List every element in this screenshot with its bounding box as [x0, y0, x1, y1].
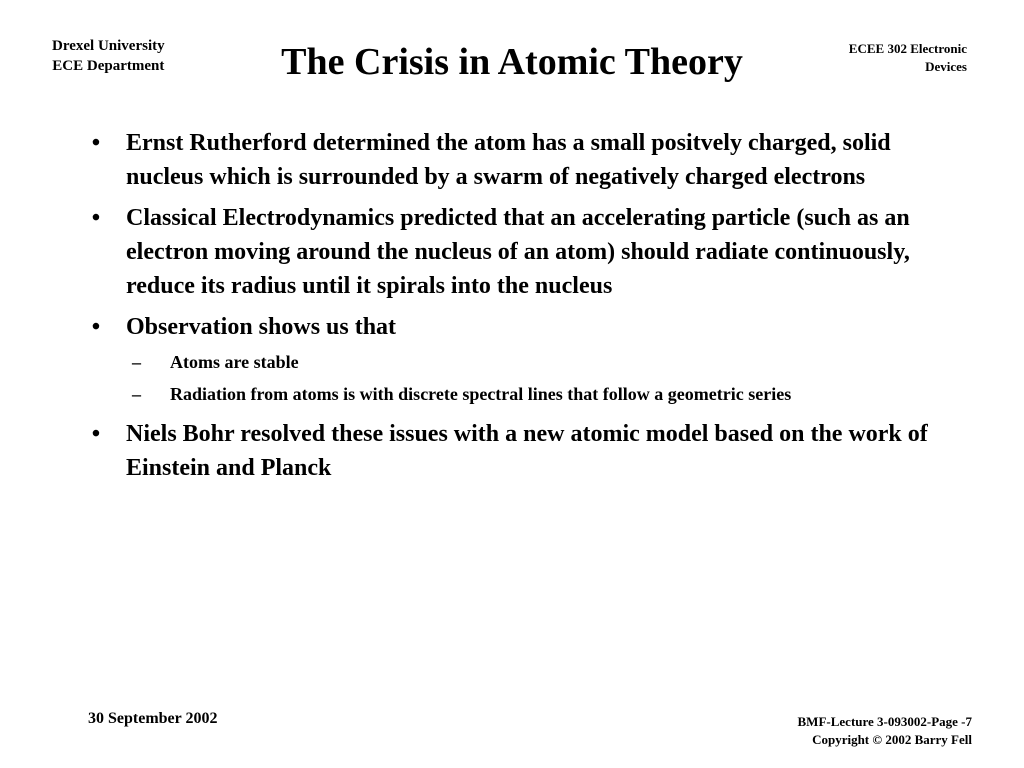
observation-subpoints	[86, 349, 956, 407]
bullet-observation	[86, 310, 956, 344]
bullet-rutherford	[86, 126, 956, 194]
dash-mark: –	[132, 352, 141, 372]
bullet-mark: •	[91, 130, 101, 156]
subpoint-text: Radiation from atoms is with discrete spectral lines that follow a geometric series	[170, 384, 792, 404]
bullet-text: Niels Bohr resolved these issues with a new atomic model based on the work of Einstein and Planck	[126, 421, 928, 481]
subpoint-text: Atoms are stable	[170, 352, 299, 372]
dash-mark: –	[132, 384, 141, 404]
footer-date: 30 September 2002	[88, 710, 218, 727]
slide-title: The Crisis in Atomic Theory	[281, 41, 743, 83]
bullet-text: Classical Electrodynamics predicted that an accelerating particle (such as an electron moving around the nucleus of an atom) should radiate continuously, reduce its radius until it spirals into the nucleus	[126, 205, 910, 299]
course-line-1: ECEE 302 Electronic	[848, 41, 967, 56]
subpoint-spectral-lines	[86, 381, 956, 407]
department-name: ECE Department	[52, 58, 165, 74]
slide-content	[86, 126, 956, 492]
lecture-page: BMF-Lecture 3-093002-Page -7	[797, 714, 972, 729]
course-line-2: Devices	[925, 59, 967, 74]
subpoint-stable	[86, 349, 956, 375]
bullet-mark: •	[91, 421, 101, 447]
bullet-text: Observation shows us that	[126, 314, 397, 340]
bullet-mark: •	[91, 205, 101, 231]
header-course	[849, 40, 967, 76]
bullet-text: Ernst Rutherford determined the atom has a small positvely charged, solid nucleus which is surrounded by a swarm of negatively charged electrons	[126, 130, 891, 190]
university-name: Drexel University	[52, 38, 165, 54]
copyright: Copyright © 2002 Barry Fell	[812, 732, 972, 747]
bullet-bohr	[86, 417, 956, 485]
bullet-mark: •	[91, 314, 101, 340]
bullet-electrodynamics	[86, 201, 956, 303]
footer-credits	[798, 713, 972, 749]
